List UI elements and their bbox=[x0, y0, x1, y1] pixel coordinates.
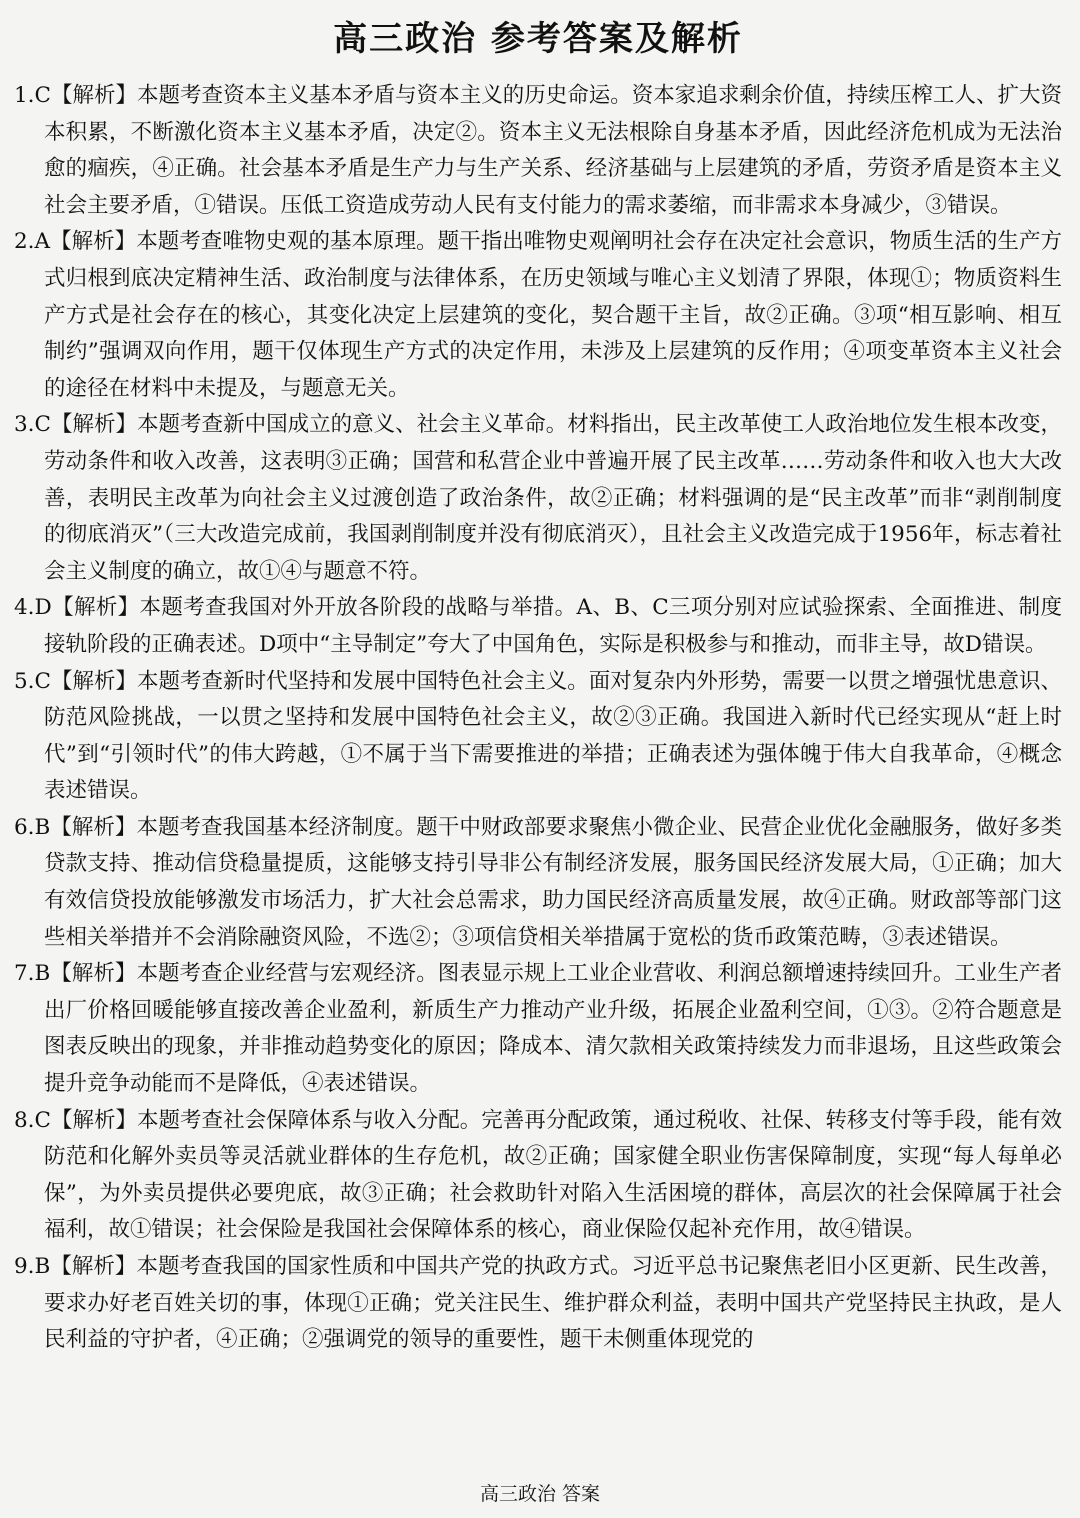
item-number: 5. bbox=[14, 668, 35, 694]
item-number: 7. bbox=[14, 961, 35, 987]
item-explanation: 【解析】本题考查社会保障体系与收入分配。完善再分配政策，通过税收、社保、转移支付等手段，能有效防范和化解外卖员等灵活就业群体的生存危机，故②正确；国家健全职业伤害保障制度，实现“每人每单必保”，为外卖员提供必要兜底，故③正确；社会救助针对陷入生活困境的群体，高层次的社会保障属于社会福利，故①错误；社会保险是我国社会保障体系的核心，商业保险仅起补充作用，故④错误。 bbox=[44, 1107, 1062, 1243]
page-footer: 高三政治 答案 bbox=[479, 1483, 601, 1505]
answer-item-3 bbox=[14, 407, 1062, 590]
item-number: 9. bbox=[14, 1254, 35, 1279]
item-explanation: 【解析】本题考查我国基本经济制度。题干中财政部要求聚焦小微企业、民营企业优化金融服务，做好多类贷款支持、推动信贷稳量提质，这能够支持引导非公有制经济发展，服务国民经济发展大局，①正确；加大有效信贷投放能够激发市场活力，扩大社会总需求，助力国民经济高质量发展，故④正确。财政部等部门这些相关举措并不会消除融资风险，不选②；③项信贷相关举措属于宽松的货币政策范畴，③表述错误。 bbox=[44, 814, 1062, 950]
item-explanation: 【解析】本题考查唯物史观的基本原理。题干指出唯物史观阐明社会存在决定社会意识，物质生活的生产方式归根到底决定精神生活、政治制度与法律体系，在历史领域与唯心主义划清了界限，体现①；物质资料生产方式是社会存在的核心，其变化决定上层建筑的变化，契合题干主旨，故②正确。③项“相互影响、相互制约”强调双向作用，题干仅体现生产方式的决定作用，未涉及上层建筑的反作用；④项变革资本主义社会的途径在材料中未提及，与题意无关。 bbox=[44, 229, 1062, 401]
answer-item-6 bbox=[14, 810, 1062, 956]
item-answer: C bbox=[34, 1107, 51, 1133]
answer-item-9 bbox=[14, 1249, 1062, 1359]
item-number: 8. bbox=[14, 1107, 35, 1133]
item-answer: B bbox=[34, 961, 51, 987]
item-explanation: 【解析】本题考查我国对外开放各阶段的战略与举措。A、B、C三项分别对应试验探索、全面推进、制度接轨阶段的正确表述。D项中“主导制定”夸大了中国角色，实际是积极参与和推动，而非主导，故D错误。 bbox=[44, 595, 1062, 657]
item-answer: D bbox=[34, 595, 52, 621]
item-number: 2. bbox=[14, 229, 35, 255]
answer-item-5 bbox=[14, 664, 1062, 810]
item-explanation: 【解析】本题考查我国的国家性质和中国共产党的执政方式。习近平总书记聚焦老旧小区更新、民生改善，要求办好老百姓关切的事，体现①正确；党关注民生、维护群众利益，表明中国共产党坚持民主执政，是人民利益的守护者，④正确；②强调党的领导的重要性，题干未侧重体现党的 bbox=[44, 1254, 1062, 1353]
item-number: 6. bbox=[14, 814, 35, 840]
item-explanation: 【解析】本题考查资本主义基本矛盾与资本主义的历史命运。资本家追求剩余价值，持续压榨工人、扩大资本积累，不断激化资本主义基本矛盾，决定②。资本主义无法根除自身基本矛盾，因此经济危机成为无法治愈的痼疾，④正确。社会基本矛盾是生产力与生产关系、经济基础与上层建筑的矛盾，劳资矛盾是资本主义社会主要矛盾，①错误。压低工资造成劳动人民有支付能力的需求萎缩，而非需求本身减少，③错误。 bbox=[44, 83, 1062, 218]
item-explanation: 【解析】本题考查企业经营与宏观经济。图表显示规上工业企业营收、利润总额增速持续回升。工业生产者出厂价格回暖能够直接改善企业盈利，新质生产力推动产业升级，拓展企业盈利空间，①③。②符合题意是图表反映出的现象，并非推动趋势变化的原因；降成本、清欠款相关政策持续发力而非退场，且这些政策会提升竞争动能而不是降低，④表述错误。 bbox=[44, 961, 1062, 1097]
item-number: 3. bbox=[14, 412, 35, 438]
answer-item-1 bbox=[14, 78, 1062, 224]
item-answer: C bbox=[34, 83, 51, 108]
item-number: 4. bbox=[14, 595, 35, 621]
item-answer: C bbox=[34, 412, 51, 438]
answer-list bbox=[14, 78, 1062, 1359]
item-number: 1. bbox=[14, 83, 35, 108]
answer-item-7 bbox=[14, 956, 1062, 1102]
item-explanation: 【解析】本题考查新中国成立的意义、社会主义革命。材料指出，民主改革使工人政治地位发生根本改变，劳动条件和收入改善，这表明③正确；国营和私营企业中普遍开展了民主改革……劳动条件和收入也大大改善，表明民主改革为向社会主义过渡创造了政治条件，故②正确；材料强调的是“民主改革”而非“剥削制度的彻底消灭”（三大改造完成前，我国剥削制度并没有彻底消灭），且社会主义改造完成于1956年，标志着社会主义制度的确立，故①④与题意不符。 bbox=[44, 412, 1062, 584]
item-answer: B bbox=[34, 1254, 51, 1279]
answer-item-4 bbox=[14, 590, 1062, 663]
item-answer: B bbox=[34, 814, 51, 840]
answer-item-2 bbox=[14, 224, 1062, 407]
item-answer: C bbox=[34, 668, 51, 694]
page-title: 高三政治 参考答案及解析 bbox=[333, 19, 743, 59]
item-answer: A bbox=[34, 229, 51, 255]
answer-item-8 bbox=[14, 1103, 1062, 1249]
item-explanation: 【解析】本题考查新时代坚持和发展中国特色社会主义。面对复杂内外形势，需要一以贯之增强忧患意识、防范风险挑战，一以贯之坚持和发展中国特色社会主义，故②③正确。我国进入新时代已经实现从“赶上时代”到“引领时代”的伟大跨越，①不属于当下需要推进的举措；正确表述为强体魄于伟大自我革命，④概念表述错误。 bbox=[44, 668, 1062, 804]
